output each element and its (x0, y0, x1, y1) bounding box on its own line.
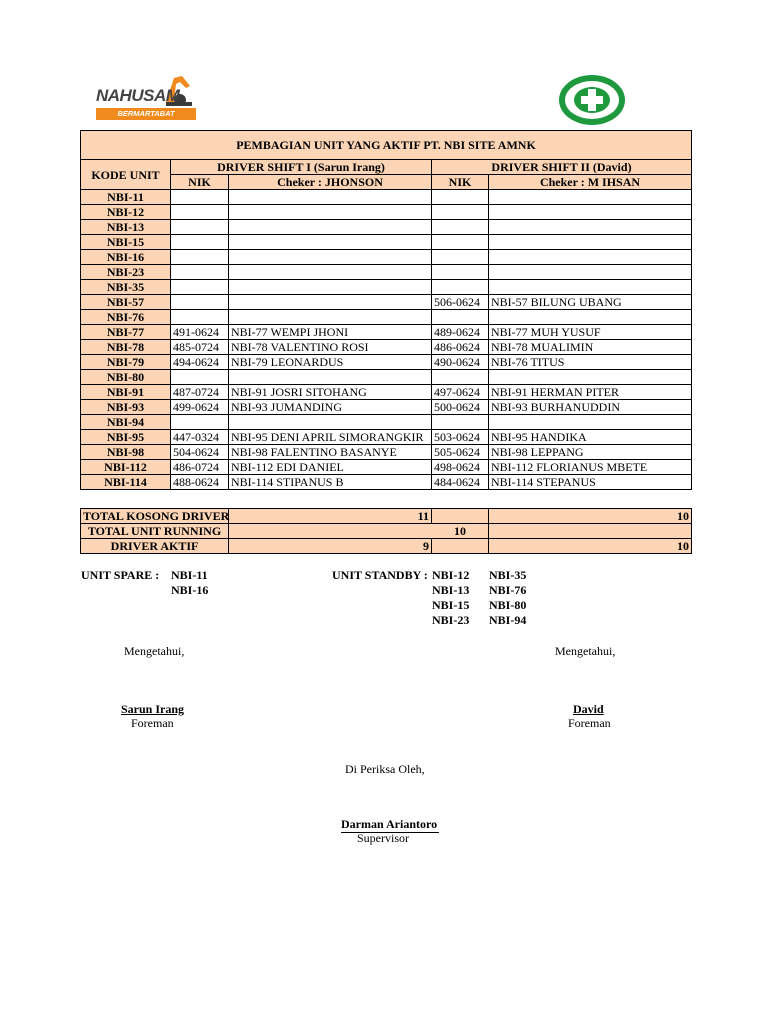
header-shift-1: DRIVER SHIFT I (Sarun Irang) (171, 160, 432, 175)
driver-shift2-cell: NBI-93 BURHANUDDIN (489, 400, 692, 415)
nik-shift2-cell: 506-0624 (432, 295, 489, 310)
nik-shift1-cell: 504-0624 (171, 445, 229, 460)
empty-cell (489, 524, 692, 539)
nik-shift2-cell (432, 190, 489, 205)
nik-shift2-cell (432, 265, 489, 280)
nik-shift1-cell (171, 280, 229, 295)
total-running-label: TOTAL UNIT RUNNING (81, 524, 229, 539)
nik-shift1-cell (171, 370, 229, 385)
unit-code-cell: NBI-35 (81, 280, 171, 295)
nik-shift2-cell (432, 250, 489, 265)
nik-shift1-cell (171, 415, 229, 430)
left-signature-caption: Mengetahui, (124, 644, 185, 658)
table-row (81, 415, 692, 430)
driver-shift2-cell (489, 235, 692, 250)
driver-shift2-cell: NBI-76 TITUS (489, 355, 692, 370)
header-shift-2: DRIVER SHIFT II (David) (432, 160, 692, 175)
unit-code-cell: NBI-112 (81, 460, 171, 475)
driver-shift1-cell: NBI-91 JOSRI SITOHANG (229, 385, 432, 400)
driver-shift2-cell (489, 250, 692, 265)
table-row (81, 475, 692, 490)
header-kode-unit: KODE UNIT (81, 160, 171, 190)
nik-shift2-cell (432, 370, 489, 385)
driver-shift2-cell (489, 220, 692, 235)
table-row (81, 430, 692, 445)
nik-shift1-cell: 487-0724 (171, 385, 229, 400)
left-signatory-name: Sarun Irang (121, 702, 185, 716)
driver-shift1-cell (229, 280, 432, 295)
brand-tagline: BERMARTABAT INDONESIA (96, 108, 196, 120)
nik-shift1-cell: 488-0624 (171, 475, 229, 490)
table-row (81, 250, 692, 265)
total-kosong-label: TOTAL KOSONG DRIVER (81, 509, 229, 524)
driver-shift2-cell: NBI-77 MUH YUSUF (489, 325, 692, 340)
total-running-value: 10 (229, 524, 489, 539)
unit-code-cell: NBI-12 (81, 205, 171, 220)
empty-cell (432, 509, 489, 524)
driver-shift1-cell (229, 250, 432, 265)
table-row (81, 280, 692, 295)
nik-shift2-cell (432, 205, 489, 220)
driver-shift1-cell: NBI-112 EDI DANIEL (229, 460, 432, 475)
nik-shift2-cell: 486-0624 (432, 340, 489, 355)
nik-shift2-cell: 505-0624 (432, 445, 489, 460)
totals-table (80, 508, 692, 554)
table-row (81, 325, 692, 340)
unit-code-cell: NBI-98 (81, 445, 171, 460)
header-nik-1: NIK (171, 175, 229, 190)
unit-code-cell: NBI-78 (81, 340, 171, 355)
nik-shift1-cell (171, 265, 229, 280)
driver-shift1-cell: NBI-77 WEMPI JHONI (229, 325, 432, 340)
driver-shift2-cell: NBI-114 STEPANUS (489, 475, 692, 490)
nik-shift2-cell (432, 280, 489, 295)
unit-code-cell: NBI-76 (81, 310, 171, 325)
nik-shift1-cell: 485-0724 (171, 340, 229, 355)
nik-shift2-cell: 489-0624 (432, 325, 489, 340)
nik-shift2-cell: 484-0624 (432, 475, 489, 490)
table-row (81, 370, 692, 385)
table-row (81, 524, 692, 539)
total-kosong-shift2: 10 (489, 509, 692, 524)
driver-shift2-cell (489, 265, 692, 280)
spare-unit: NBI-16 (171, 583, 209, 597)
nik-shift2-cell: 498-0624 (432, 460, 489, 475)
nik-shift2-cell: 500-0624 (432, 400, 489, 415)
driver-shift2-cell: NBI-78 MUALIMIN (489, 340, 692, 355)
driver-shift1-cell: NBI-95 DENI APRIL SIMORANGKIR (229, 430, 432, 445)
unit-code-cell: NBI-57 (81, 295, 171, 310)
driver-shift2-cell (489, 370, 692, 385)
driver-shift2-cell: NBI-112 FLORIANUS MBETE (489, 460, 692, 475)
standby-unit: NBI-80 (489, 598, 527, 612)
driver-shift2-cell: NBI-95 HANDIKA (489, 430, 692, 445)
table-row (81, 310, 692, 325)
spare-unit: NBI-11 (171, 568, 208, 582)
right-signatory-name: David (573, 702, 604, 716)
driver-shift1-cell (229, 370, 432, 385)
table-row (81, 340, 692, 355)
driver-shift1-cell: NBI-93 JUMANDING (229, 400, 432, 415)
standby-unit: NBI-23 (432, 613, 470, 627)
table-row (81, 539, 692, 554)
nik-shift1-cell (171, 310, 229, 325)
unit-spare-label: UNIT SPARE : (81, 568, 160, 582)
safety-cross-icon (558, 74, 626, 126)
unit-code-cell: NBI-91 (81, 385, 171, 400)
table-row (81, 355, 692, 370)
nik-shift1-cell: 499-0624 (171, 400, 229, 415)
driver-shift1-cell (229, 415, 432, 430)
total-kosong-shift1: 11 (229, 509, 432, 524)
driver-aktif-shift1: 9 (229, 539, 432, 554)
driver-shift1-cell (229, 205, 432, 220)
table-row (81, 220, 692, 235)
table-title: PEMBAGIAN UNIT YANG AKTIF PT. NBI SITE AMNK (81, 131, 692, 160)
unit-code-cell: NBI-94 (81, 415, 171, 430)
table-row (81, 265, 692, 280)
brand-wordmark: NAHUSAM (96, 86, 180, 105)
unit-code-cell: NBI-15 (81, 235, 171, 250)
nik-shift1-cell (171, 205, 229, 220)
header-nik-2: NIK (432, 175, 489, 190)
driver-aktif-shift2: 10 (489, 539, 692, 554)
table-row (81, 205, 692, 220)
center-signature-caption: Di Periksa Oleh, (345, 762, 425, 776)
company-logo (94, 72, 198, 130)
unit-code-cell: NBI-77 (81, 325, 171, 340)
driver-shift1-cell: NBI-78 VALENTINO ROSI (229, 340, 432, 355)
nik-shift2-cell: 490-0624 (432, 355, 489, 370)
nik-shift1-cell (171, 235, 229, 250)
driver-shift1-cell: NBI-114 STIPANUS B (229, 475, 432, 490)
right-signatory-role: Foreman (568, 716, 611, 730)
nik-shift1-cell: 494-0624 (171, 355, 229, 370)
table-row (81, 295, 692, 310)
driver-shift2-cell (489, 415, 692, 430)
table-body (81, 190, 692, 490)
table-row (81, 460, 692, 475)
driver-shift2-cell (489, 310, 692, 325)
table-row (81, 190, 692, 205)
nik-shift2-cell (432, 235, 489, 250)
center-signatory-name: Darman Ariantoro (341, 817, 438, 831)
unit-code-cell: NBI-23 (81, 265, 171, 280)
driver-shift1-cell (229, 265, 432, 280)
nik-shift2-cell (432, 220, 489, 235)
center-signatory-role: Supervisor (357, 831, 409, 845)
header-cheker-1: Cheker : JHONSON (229, 175, 432, 190)
unit-code-cell: NBI-80 (81, 370, 171, 385)
nik-shift1-cell (171, 190, 229, 205)
driver-shift1-cell (229, 235, 432, 250)
unit-code-cell: NBI-114 (81, 475, 171, 490)
driver-shift2-cell: NBI-91 HERMAN PITER (489, 385, 692, 400)
driver-shift2-cell: NBI-57 BILUNG UBANG (489, 295, 692, 310)
table-row (81, 509, 692, 524)
driver-shift1-cell (229, 310, 432, 325)
unit-assignment-table (80, 130, 692, 490)
driver-shift2-cell: NBI-98 LEPPANG (489, 445, 692, 460)
left-signatory-role: Foreman (131, 716, 174, 730)
unit-code-cell: NBI-13 (81, 220, 171, 235)
standby-unit: NBI-13 (432, 583, 470, 597)
safety-first-badge (558, 74, 626, 126)
right-signature-caption: Mengetahui, (555, 644, 616, 658)
table-row (81, 385, 692, 400)
driver-shift1-cell: NBI-98 FALENTINO BASANYE (229, 445, 432, 460)
driver-shift1-cell: NBI-79 LEONARDUS (229, 355, 432, 370)
nik-shift2-cell: 503-0624 (432, 430, 489, 445)
nik-shift2-cell (432, 310, 489, 325)
unit-standby-label: UNIT STANDBY : (332, 568, 428, 582)
nik-shift1-cell (171, 295, 229, 310)
standby-unit: NBI-94 (489, 613, 527, 627)
unit-code-cell: NBI-16 (81, 250, 171, 265)
unit-code-cell: NBI-11 (81, 190, 171, 205)
nik-shift1-cell: 447-0324 (171, 430, 229, 445)
driver-shift1-cell (229, 190, 432, 205)
driver-shift1-cell (229, 220, 432, 235)
driver-shift2-cell (489, 205, 692, 220)
driver-aktif-label: DRIVER AKTIF (81, 539, 229, 554)
nik-shift2-cell: 497-0624 (432, 385, 489, 400)
unit-code-cell: NBI-79 (81, 355, 171, 370)
unit-code-cell: NBI-95 (81, 430, 171, 445)
driver-shift1-cell (229, 295, 432, 310)
driver-shift2-cell (489, 280, 692, 295)
nik-shift1-cell: 491-0624 (171, 325, 229, 340)
driver-shift2-cell (489, 190, 692, 205)
nik-shift1-cell (171, 220, 229, 235)
header-cheker-2: Cheker : M IHSAN (489, 175, 692, 190)
nik-shift1-cell: 486-0724 (171, 460, 229, 475)
standby-unit: NBI-12 (432, 568, 470, 582)
standby-unit: NBI-35 (489, 568, 527, 582)
nik-shift1-cell (171, 250, 229, 265)
table-row (81, 235, 692, 250)
nik-shift2-cell (432, 415, 489, 430)
standby-unit: NBI-15 (432, 598, 470, 612)
empty-cell (432, 539, 489, 554)
unit-code-cell: NBI-93 (81, 400, 171, 415)
standby-unit: NBI-76 (489, 583, 527, 597)
table-row (81, 400, 692, 415)
table-row (81, 445, 692, 460)
